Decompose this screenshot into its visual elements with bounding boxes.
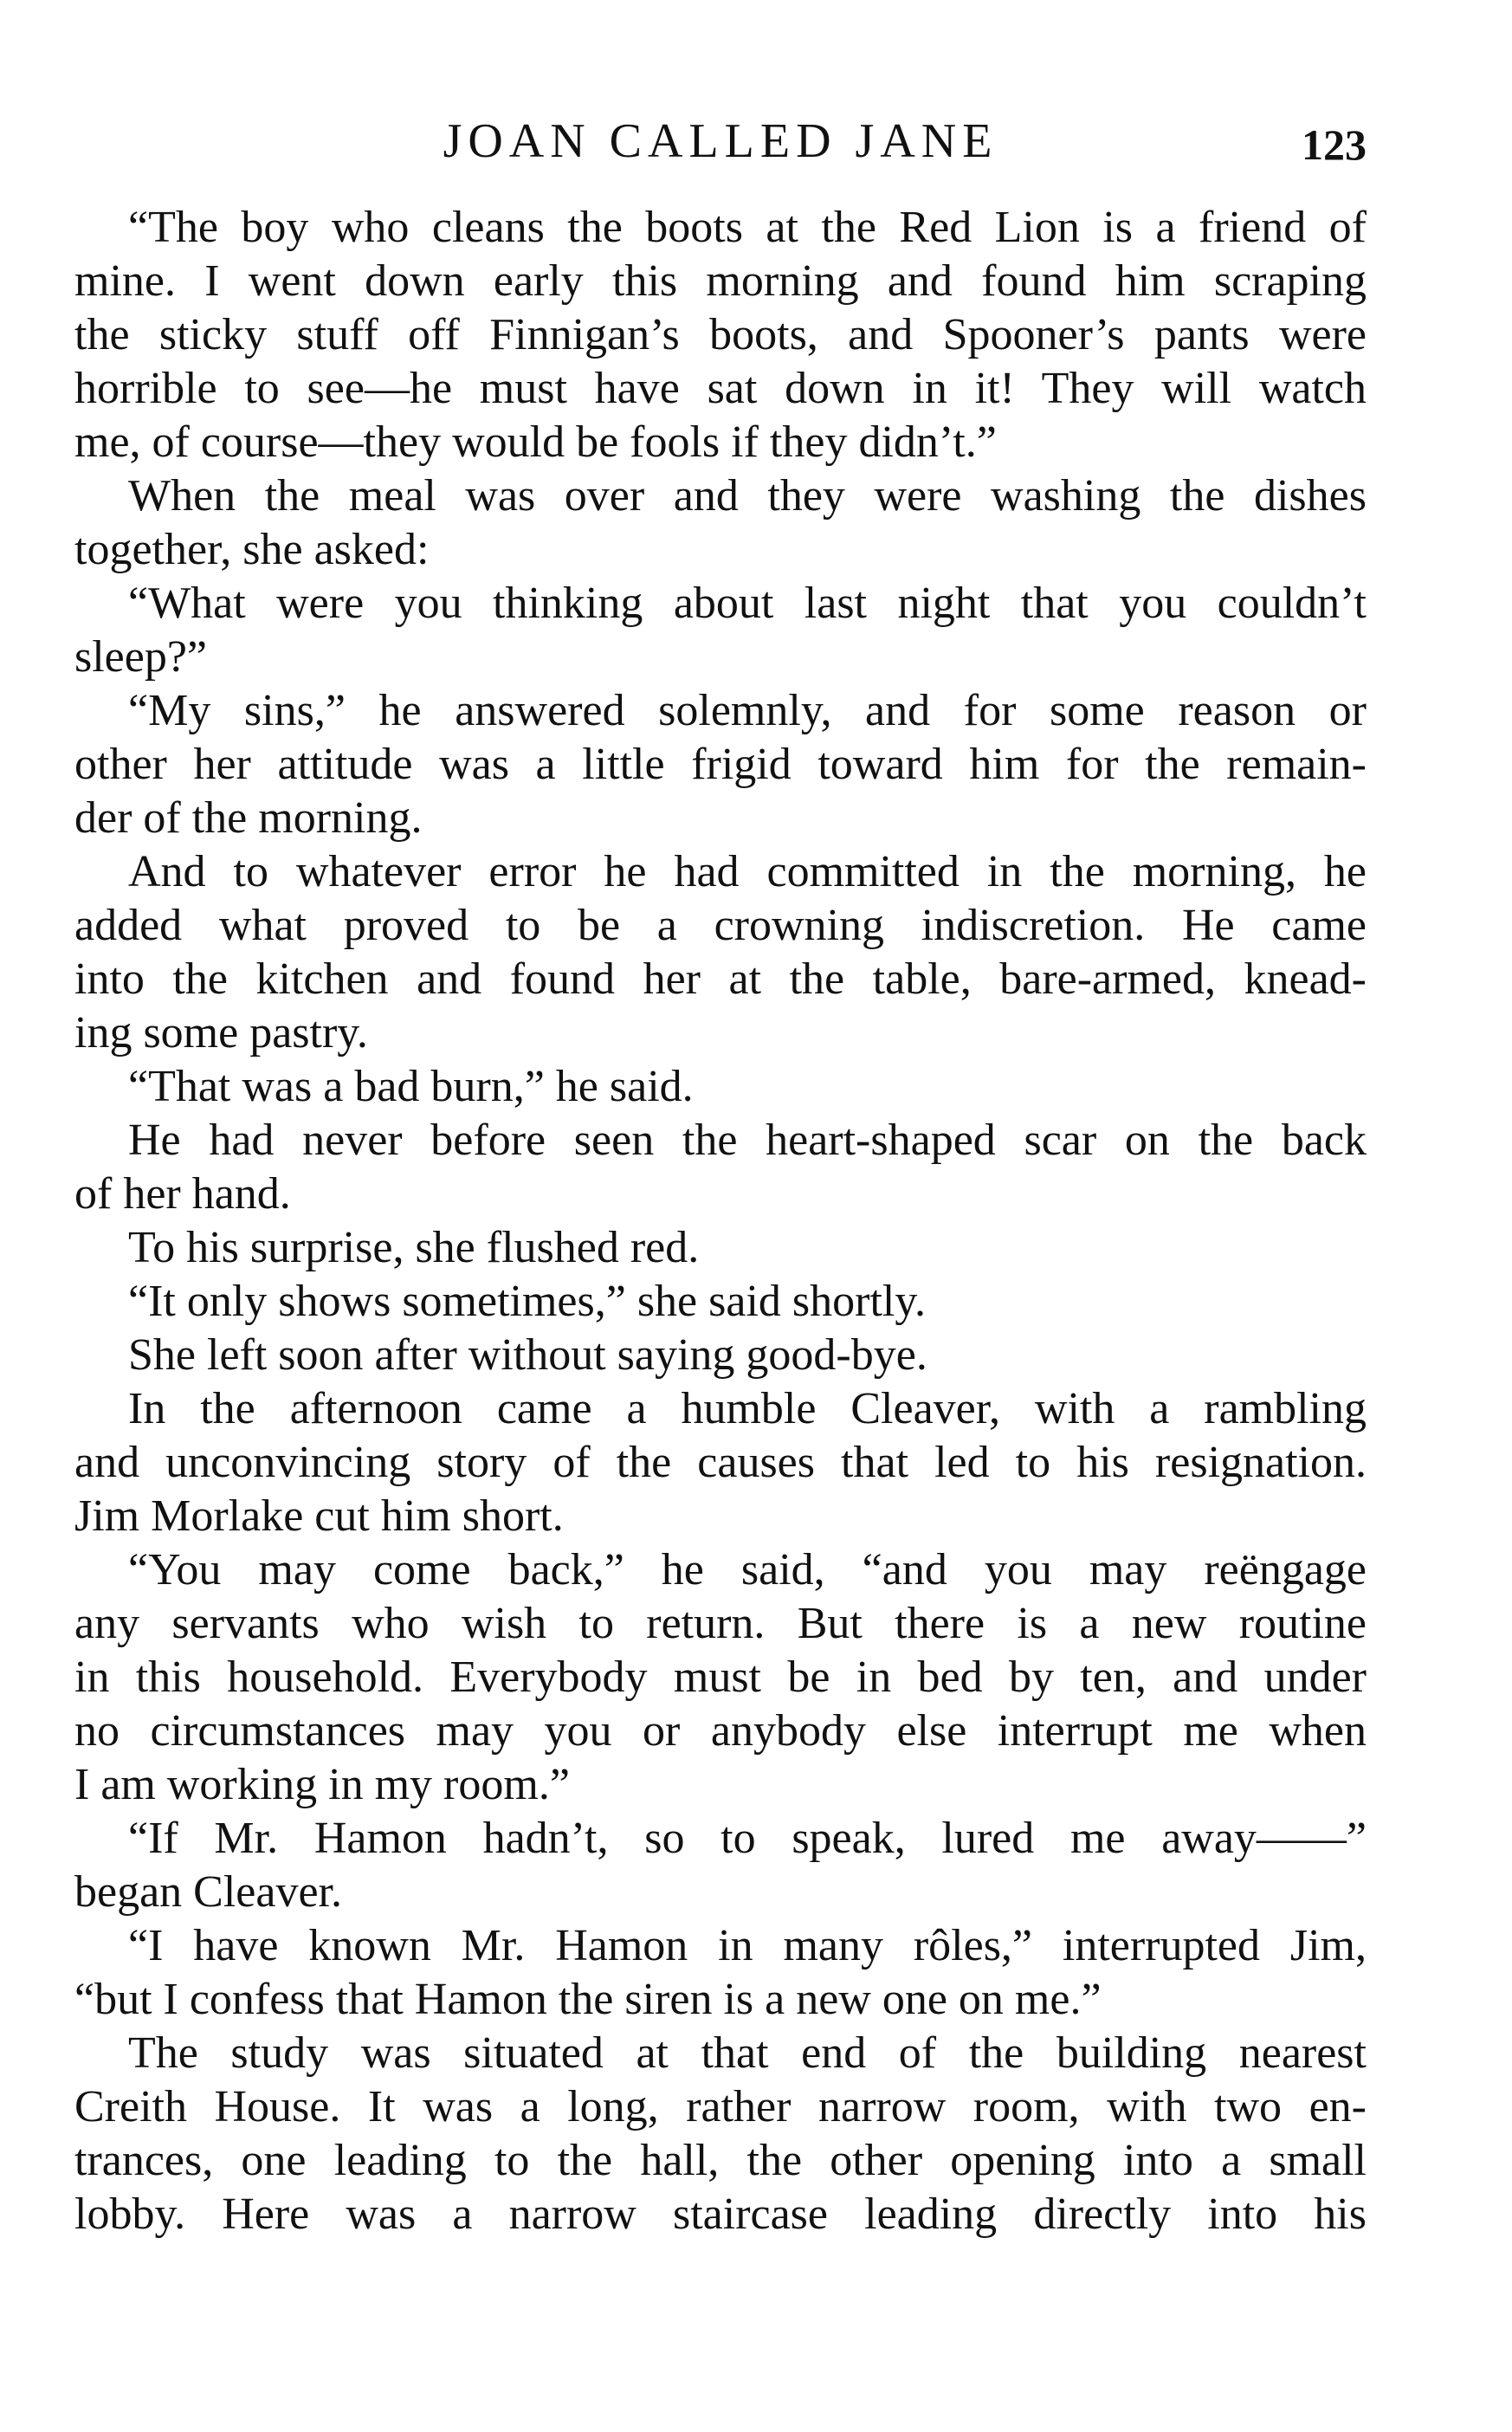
text-line: the sticky stuff off Finnigan’s boots, and Spooner’s pants were — [74, 310, 1367, 359]
text-line: I am working in my room.” — [74, 1760, 570, 1809]
running-header — [74, 111, 1367, 171]
text-line: Creith House. It was a long, rather narrow room, with two en- — [74, 2082, 1367, 2131]
text-line: He had never before seen the heart-shaped scar on the back — [128, 1116, 1367, 1165]
text-line: “If Mr. Hamon hadn’t, so to speak, lured me away——” — [128, 1814, 1367, 1863]
running-title: JOAN CALLED JANE — [443, 114, 998, 168]
page-number: 123 — [1302, 120, 1367, 169]
text-line: To his surprise, she flushed red. — [128, 1223, 700, 1272]
text-line: horrible to see—he must have sat down in it! They will watch — [74, 364, 1367, 413]
text-line: When the meal was over and they were washing the dishes — [128, 471, 1367, 521]
text-line: Jim Morlake cut him short. — [74, 1491, 564, 1541]
text-line: der of the morning. — [74, 793, 423, 843]
text-line: other her attitude was a little frigid toward him for the remain- — [74, 740, 1367, 789]
text-line: ing some pastry. — [74, 1008, 368, 1058]
text-line: “That was a bad burn,” he said. — [128, 1062, 694, 1111]
text-line: lobby. Here was a narrow staircase leading directly into his — [74, 2189, 1367, 2239]
text-line: into the kitchen and found her at the table, bare-armed, knead- — [74, 954, 1367, 1004]
text-line: of her hand. — [74, 1169, 291, 1219]
text-line: me, of course—they would be fools if they didn’t.” — [74, 417, 997, 467]
text-line: “What were you thinking about last night that you couldn’t — [128, 579, 1367, 628]
text-line: began Cleaver. — [74, 1867, 342, 1917]
text-line: mine. I went down early this morning and found him scraping — [74, 256, 1367, 306]
text-line: “It only shows sometimes,” she said shortly. — [128, 1277, 926, 1326]
text-line: and unconvincing story of the causes that led to his resignation. — [74, 1438, 1367, 1487]
text-line: In the afternoon came a humble Cleaver, with a rambling — [128, 1384, 1367, 1433]
text-line: And to whatever error he had committed in the morning, he — [128, 847, 1367, 896]
text-line: any servants who wish to return. But there is a new routine — [74, 1599, 1367, 1648]
text-line: She left soon after without saying good-bye. — [128, 1330, 927, 1380]
text-line: in this household. Everybody must be in bed by ten, and under — [74, 1653, 1367, 1702]
text-line: no circumstances may you or anybody else interrupt me when — [74, 1706, 1367, 1756]
text-line: trances, one leading to the hall, the other opening into a small — [74, 2136, 1367, 2185]
body-text — [74, 201, 1367, 2241]
text-line: “My sins,” he answered solemnly, and for some reason or — [128, 686, 1367, 735]
text-line: “but I confess that Hamon the siren is a new one on me.” — [74, 1975, 1102, 2024]
text-line: together, she asked: — [74, 525, 430, 574]
text-line: “The boy who cleans the boots at the Red Lion is a friend of — [128, 203, 1367, 252]
text-line: “I have known Mr. Hamon in many rôles,” interrupted Jim, — [128, 1921, 1367, 1970]
text-line: “You may come back,” he said, “and you may reëngage — [128, 1545, 1367, 1594]
text-line: added what proved to be a crowning indiscretion. He came — [74, 901, 1367, 950]
text-line: sleep?” — [74, 632, 208, 682]
text-line: The study was situated at that end of the building nearest — [128, 2028, 1367, 2078]
